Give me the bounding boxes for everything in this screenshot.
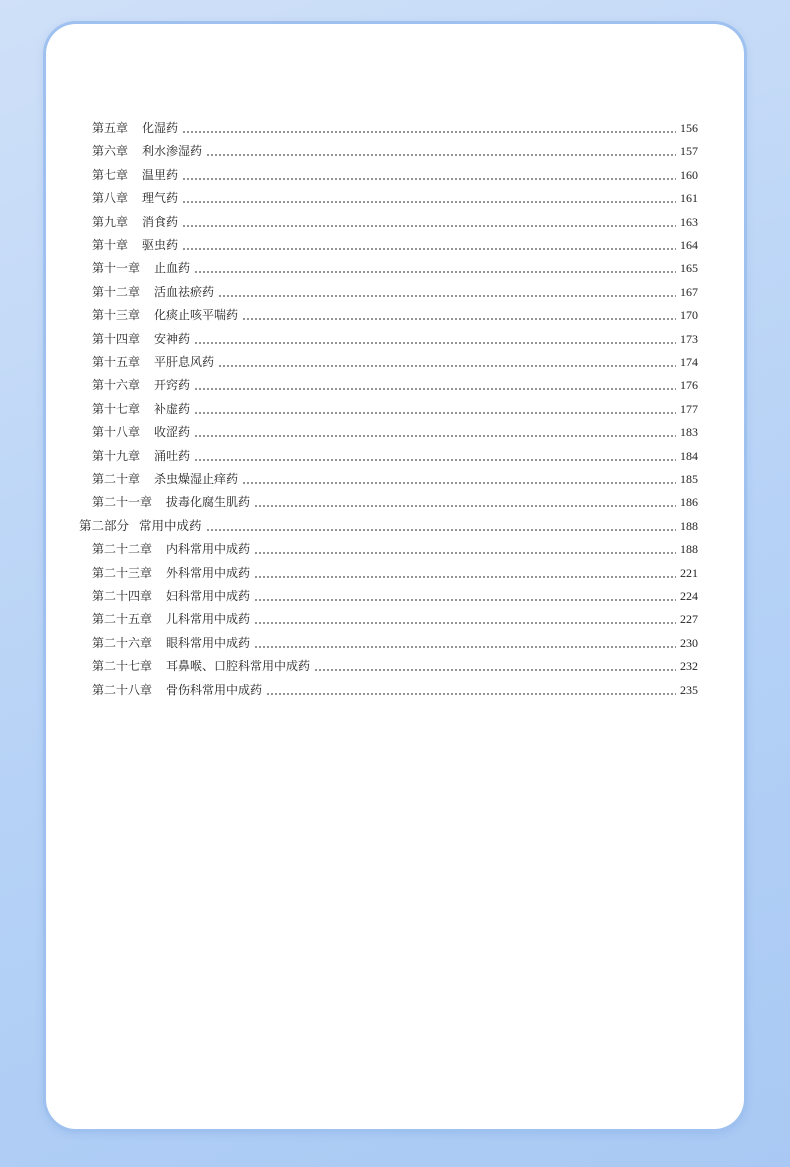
page-number: 170 (680, 308, 698, 323)
dot-leader (194, 459, 676, 461)
toc-entry[interactable] (92, 164, 698, 186)
dot-leader (182, 248, 676, 250)
dot-leader (194, 342, 676, 344)
page-number: 156 (680, 121, 698, 135)
page-number: 164 (680, 238, 698, 252)
chapter-number: 第二十八章 (92, 682, 153, 697)
page-number: 161 (680, 191, 698, 206)
dot-leader (206, 154, 676, 156)
chapter-number: 第十六章 (92, 378, 141, 393)
page-number: 184 (680, 448, 698, 463)
chapter-number: 第八章 (92, 191, 129, 206)
chapter-number: 第十五章 (92, 355, 141, 369)
toc-entry[interactable] (92, 421, 698, 443)
chapter-title: 眼科常用中成药 (166, 635, 251, 650)
toc-entry[interactable] (92, 304, 698, 326)
toc-entry[interactable] (92, 491, 698, 513)
chapter-number: 第十八章 (92, 425, 141, 440)
dot-leader (206, 529, 676, 531)
dot-leader (218, 365, 676, 367)
chapter-title: 化痰止咳平喘药 (154, 308, 239, 323)
dot-leader (254, 552, 676, 554)
page-number: 188 (680, 518, 698, 533)
chapter-number: 第十三章 (92, 308, 141, 323)
page-number: 183 (680, 425, 698, 440)
page-number: 176 (680, 378, 698, 393)
chapter-title: 利水渗湿药 (142, 144, 203, 159)
page-number: 188 (680, 542, 698, 557)
dot-leader (242, 482, 676, 484)
page-number: 235 (680, 682, 698, 697)
toc-entry[interactable] (92, 234, 698, 256)
page-number: 165 (680, 261, 698, 276)
dot-leader (254, 576, 676, 578)
toc-part-entry[interactable] (79, 515, 698, 537)
toc-entry[interactable] (92, 608, 698, 630)
chapter-title: 杀虫燥湿止痒药 (154, 472, 239, 486)
chapter-number: 第二十章 (92, 472, 141, 486)
chapter-title: 温里药 (142, 167, 179, 182)
chapter-number: 第九章 (92, 214, 129, 229)
dot-leader (242, 318, 676, 320)
chapter-title: 耳鼻喉、口腔科常用中成药 (166, 659, 311, 674)
dot-leader (194, 435, 676, 437)
dot-leader (314, 669, 676, 671)
toc-entry[interactable] (92, 468, 698, 490)
chapter-title: 儿科常用中成药 (166, 612, 251, 627)
part-number: 第二部分 (79, 517, 130, 533)
toc-entry[interactable] (92, 211, 698, 233)
chapter-number: 第六章 (92, 144, 129, 159)
toc-entry[interactable] (92, 679, 698, 701)
toc-entry[interactable] (92, 538, 698, 560)
chapter-number: 第十二章 (92, 284, 141, 299)
chapter-title: 驱虫药 (142, 238, 179, 252)
toc-entry[interactable] (92, 328, 698, 350)
page-number: 173 (680, 331, 698, 346)
dot-leader (254, 505, 676, 507)
chapter-title: 外科常用中成药 (166, 565, 251, 580)
chapter-title: 消食药 (142, 214, 179, 229)
chapter-title: 开窍药 (154, 378, 191, 393)
page-number: 230 (680, 635, 698, 650)
chapter-number: 第十九章 (92, 448, 141, 463)
dot-leader (194, 388, 676, 390)
chapter-title: 平肝息风药 (154, 355, 215, 369)
page-number: 224 (680, 589, 698, 603)
page-number: 157 (680, 144, 698, 159)
chapter-number: 第二十五章 (92, 612, 153, 627)
chapter-number: 第七章 (92, 167, 129, 182)
page-number: 186 (680, 495, 698, 510)
dot-leader (194, 271, 676, 273)
chapter-number: 第十四章 (92, 331, 141, 346)
chapter-title: 补虚药 (154, 401, 191, 416)
toc-entry[interactable] (92, 398, 698, 420)
chapter-title: 止血药 (154, 261, 191, 276)
toc-entry[interactable] (92, 374, 698, 396)
chapter-title: 收涩药 (154, 425, 191, 440)
dot-leader (266, 693, 676, 695)
dot-leader (194, 412, 676, 414)
dot-leader (254, 599, 676, 601)
dot-leader (254, 622, 676, 624)
dot-leader (182, 178, 676, 180)
chapter-title: 安神药 (154, 331, 191, 346)
toc-entry[interactable] (92, 140, 698, 162)
chapter-number: 第十七章 (92, 401, 141, 416)
dot-leader (218, 295, 676, 297)
dot-leader (182, 201, 676, 203)
chapter-number: 第二十二章 (92, 542, 153, 557)
page-number: 232 (680, 659, 698, 674)
dot-leader (182, 131, 676, 133)
toc-entry[interactable] (92, 632, 698, 654)
dot-leader (182, 225, 676, 227)
document-page (46, 24, 744, 1129)
chapter-number: 第二十一章 (92, 495, 153, 510)
chapter-number: 第二十四章 (92, 589, 153, 603)
chapter-title: 拔毒化腐生肌药 (166, 495, 251, 510)
chapter-title: 活血祛瘀药 (154, 284, 215, 299)
toc-entry[interactable] (92, 585, 698, 607)
toc-entry[interactable] (92, 351, 698, 373)
toc-entry[interactable] (92, 257, 698, 279)
chapter-number: 第二十七章 (92, 659, 153, 674)
part-title: 常用中成药 (139, 517, 202, 533)
chapter-number: 第十章 (92, 238, 129, 252)
page-number: 163 (680, 214, 698, 229)
chapter-title: 内科常用中成药 (166, 542, 251, 557)
chapter-number: 第十一章 (92, 261, 141, 276)
chapter-title: 化湿药 (142, 121, 179, 135)
chapter-title: 骨伤科常用中成药 (166, 682, 263, 697)
toc-entry[interactable] (92, 562, 698, 584)
page-number: 221 (680, 565, 698, 580)
chapter-number: 第二十六章 (92, 635, 153, 650)
dot-leader (254, 646, 676, 648)
chapter-title: 涌吐药 (154, 448, 191, 463)
chapter-title: 理气药 (142, 191, 179, 206)
page-number: 174 (680, 355, 698, 369)
page-number: 177 (680, 401, 698, 416)
chapter-number: 第五章 (92, 121, 129, 135)
chapter-number: 第二十三章 (92, 565, 153, 580)
toc-entry[interactable] (92, 281, 698, 303)
toc-entry[interactable] (92, 445, 698, 467)
toc-entry[interactable] (92, 187, 698, 209)
chapter-title: 妇科常用中成药 (166, 589, 251, 603)
toc-entry[interactable] (92, 655, 698, 677)
page-number: 227 (680, 612, 698, 627)
page-number: 185 (680, 472, 698, 486)
page-number: 167 (680, 284, 698, 299)
toc-entry[interactable] (92, 117, 698, 139)
page-number: 160 (680, 167, 698, 182)
